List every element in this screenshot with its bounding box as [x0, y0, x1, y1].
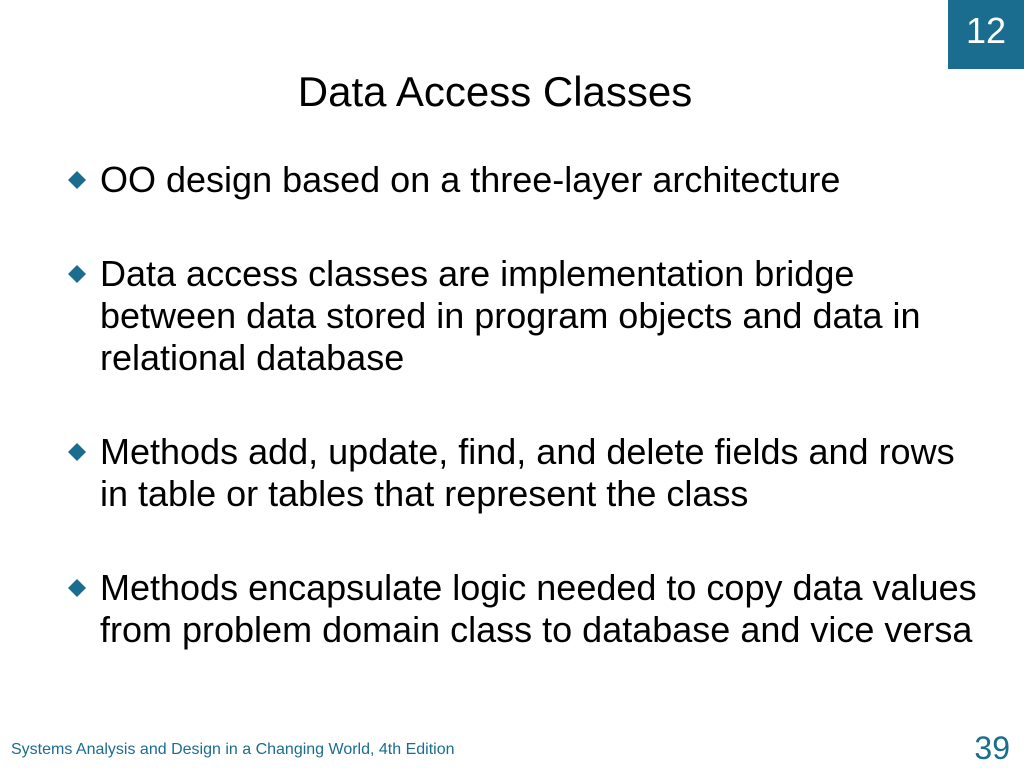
footer-book-title: Systems Analysis and Design in a Changing World, 4th Edition [11, 741, 455, 758]
diamond-icon [68, 579, 86, 597]
bullet-list [60, 159, 990, 651]
diamond-icon [68, 443, 86, 461]
bullet-item [60, 159, 990, 201]
page-number: 39 [974, 730, 1010, 766]
diamond-icon [68, 265, 86, 283]
bullet-text: OO design based on a three-layer architecture [100, 159, 841, 200]
chapter-number: 12 [965, 10, 1007, 51]
bullet-item [60, 431, 990, 515]
bullet-text: Methods encapsulate logic needed to copy data values from problem domain class to database and vice versa [100, 567, 977, 650]
chapter-number-badge [948, 0, 1024, 69]
bullet-item [60, 567, 990, 651]
slide-title: Data Access Classes [297, 68, 693, 115]
diamond-icon [68, 171, 86, 189]
bullet-item [60, 253, 990, 379]
bullet-text: Methods add, update, find, and delete fields and rows in table or tables that represent the class [100, 431, 955, 514]
bullet-text: Data access classes are implementation bridge between data stored in program objects and data in relational database [100, 253, 921, 378]
